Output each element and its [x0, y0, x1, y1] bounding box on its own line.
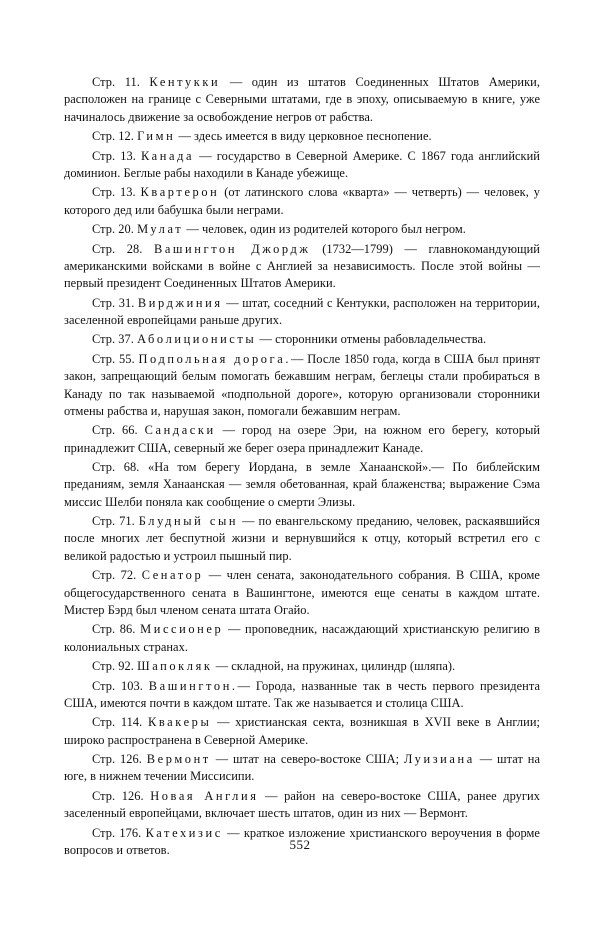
note-ref: Стр. 13. [92, 148, 136, 163]
note-term: Блудный сын [138, 514, 239, 529]
note-ref: Стр. 103. [92, 678, 143, 693]
note-term: Квартерон [140, 185, 220, 200]
note-ref: Стр. 71. [92, 514, 135, 529]
note-text: (1732—1799) — главнокомандующий американскими войсками в войне с Англией за независимость. После этой войны — первый президент Соединенных Штатов Америки. [64, 241, 540, 291]
note-text: — по евангельскому преданию, человек, раскаявшийся после многих лет беспутной жизни и вернувшийся к отцу, который встретил его с великой радостью и устроил пышный пир. [64, 514, 540, 563]
note-text: — государство в Северной Америке. С 1867 года английский доминион. Беглые рабы находили в Канаде убежище. [64, 148, 540, 180]
note-entry [64, 184, 540, 219]
note-entry [64, 351, 540, 420]
note-ref: Стр. 37. [92, 332, 134, 347]
note-term: Канада [140, 148, 195, 163]
note-entry [64, 459, 540, 511]
note-text: — проповедник, насаждающий христианскую религию в колониальных странах. [64, 622, 540, 654]
note-text: — сторонники отмены рабовладельчества. [259, 332, 487, 347]
note-term: Квакеры [148, 715, 212, 730]
note-text: «На том берегу Иордана, в земле Ханаанской».— По библейским преданиям, земля Ханаанская — земля обетованная, край блаженства; выражение Сэма миссис Шелби поняла как сообщение о смерти Элизы. [64, 460, 540, 509]
note-ref: Стр. 66. [92, 423, 138, 438]
notes-page [64, 74, 540, 862]
note-term: Миссионер [140, 622, 224, 637]
note-ref: Стр. 126. [92, 752, 142, 767]
note-ref: Стр. 13. [92, 185, 136, 200]
note-entry [64, 714, 540, 749]
note-term: Подпольная дорога. [138, 351, 292, 366]
note-entry [64, 513, 540, 565]
note-text: — штат, соседний с Кентукки, расположен на территории, заселенной европейцами раньше других. [64, 295, 540, 327]
note-term: Кентукки [149, 75, 221, 89]
note-term: Катехизис [145, 825, 223, 840]
note-term: Вирджиния [137, 295, 223, 310]
note-entry [64, 295, 540, 330]
note-term: Вашингтон. [148, 678, 238, 693]
note-ref: Стр. 114. [92, 715, 143, 730]
note-text: — район на северо-востоке США, ранее других заселенный европейцами, включает шесть штатов, один из них — Вермонт. [64, 788, 540, 821]
note-text: — христианская секта, возникшая в XVII веке в Англии; широко распространена в Северной Америке. [64, 715, 540, 747]
note-ref: Стр. 55. [92, 351, 135, 366]
note-text: — член сената, законодательного собрания. В США, кроме общегосударственного сената в Вашингтоне, имеются еще сенаты в каждом штате. Мистер Бэрд был членом сената штата Огайо. [64, 568, 540, 617]
note-text: — здесь имеется в виду церковное песнопение. [178, 129, 432, 144]
note-text: — складной, на пружинах, цилиндр (шляпа). [215, 659, 456, 674]
note-entry [64, 788, 540, 823]
note-entry [64, 128, 540, 145]
note-text: — После 1850 года, когда в США был принят закон, запрещающий белым помогать бежавшим неграм, беглецы стали пробираться в Канаду по так называемой «подпольной дороге», которую организовали сторонники отмены рабства и, нарушая закон, помогали бежавшим неграм. [64, 351, 540, 418]
note-term: Луизиана [403, 752, 475, 767]
note-entry [64, 658, 540, 675]
note-ref: Стр. 86. [92, 622, 136, 637]
note-text: (от латинского слова «кварта» — четверть) — человек, у которого дед или бабушка были неграми. [64, 185, 540, 217]
note-term: Новая Англия [150, 788, 259, 803]
note-ref: Стр. 72. [92, 568, 137, 583]
note-term: Вашингтон Джордж [153, 241, 311, 256]
note-ref: Стр. 28. [92, 241, 143, 256]
note-ref: Стр. 126. [92, 788, 144, 803]
note-text: — штат на юге, в нижнем течении Миссисипи. [64, 752, 540, 784]
note-ref: Стр. 12. [92, 129, 134, 144]
note-text: — штат на северо-востоке США; [215, 752, 400, 767]
note-ref: Стр. 20. [92, 222, 134, 237]
note-ref: Стр. 92. [92, 659, 134, 674]
note-text: — краткое изложение христианского вероучения в форме вопросов и ответов. [64, 825, 540, 858]
note-entry [64, 621, 540, 656]
note-entry [64, 751, 540, 786]
note-entry [64, 74, 540, 126]
note-entry [64, 678, 540, 713]
note-entry [64, 241, 540, 293]
note-term: Сенатор [141, 568, 204, 583]
note-ref: Стр. 31. [92, 295, 135, 310]
note-term: Аболиционисты [137, 332, 257, 347]
note-term: Шапокляк [137, 659, 213, 674]
note-entry [64, 331, 540, 348]
note-entry [64, 148, 540, 183]
note-text: — один из штатов Соединенных Штатов Америки, расположен на границе с Северными штатами, где в эпоху, описываемую в книге, уже начиналось движение за освобождение негров от рабства. [64, 75, 541, 124]
note-term: Гимн [137, 129, 176, 144]
note-ref: Стр. 11. [92, 75, 140, 89]
note-text: — город на озере Эри, на южном его берегу, который принадлежит США, северный же берег озера принадлежит Канаде. [64, 423, 541, 455]
note-entry [64, 221, 540, 238]
note-entry [64, 422, 540, 457]
note-ref: Стр. 68. [92, 460, 140, 475]
note-text: — человек, один из родителей которого был негром. [186, 222, 466, 237]
note-term: Сандаски [144, 423, 216, 438]
note-text: — Города, названные так в честь первого президента США, имеются почти в каждом штате. Так же называется и столица США. [64, 678, 541, 710]
note-term: Мулат [137, 222, 184, 237]
note-term: Вермонт [146, 752, 211, 767]
page-number: 552 [289, 837, 311, 852]
note-ref: Стр. 176. [92, 825, 142, 840]
note-entry [64, 567, 540, 619]
